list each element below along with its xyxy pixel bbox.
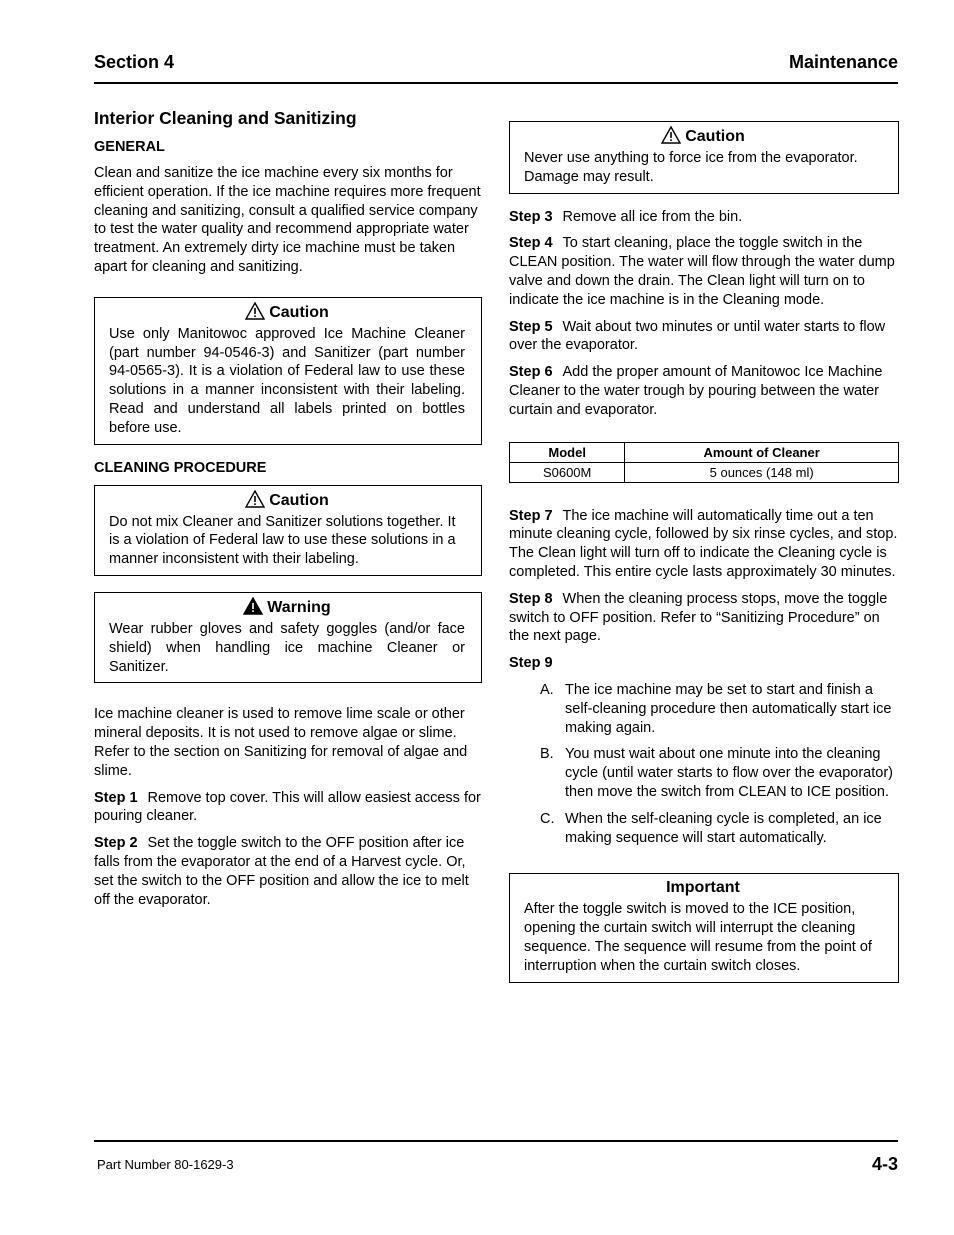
cleaner-paragraph: Ice machine cleaner is used to remove lime scale or other mineral deposits. It is not used to remove algae or slime. Refer to the section on Sanitizing for removal of algae and slime.: [94, 706, 468, 779]
warning-icon: [243, 597, 263, 615]
step-text: Remove all ice from the bin.: [562, 208, 743, 225]
list-letter: A.: [540, 681, 554, 698]
step-5: [509, 318, 899, 356]
step-label: Step 7: [509, 507, 553, 524]
caution-icon: [661, 126, 681, 144]
step-3: [509, 208, 899, 227]
page-footer: [94, 1140, 898, 1180]
important-title: Important: [666, 879, 740, 897]
important-box: [509, 873, 899, 982]
caution-title: Caution: [109, 490, 465, 511]
caution-title: Caution: [524, 126, 882, 147]
list-item: [540, 810, 899, 848]
step-6: [509, 363, 899, 419]
caution-text: Never use anything to force ice from the evaporator. Damage may result.: [524, 150, 858, 185]
caution-text: Do not mix Cleaner and Sanitizer solutions together. It is a violation of Federal law to use these solutions in a manner inconsistent with their labeling.: [109, 513, 456, 568]
step-label: Step 2: [94, 835, 138, 852]
step-label: Step 5: [509, 318, 553, 335]
warning-text: Wear rubber gloves and safety goggles (and/or face shield) when handling ice machine Cleaner or Sanitizer.: [109, 620, 465, 675]
right-column: [509, 121, 899, 995]
caution-text: Use only Manitowoc approved Ice Machine Cleaner (part number 94-0546-3) and Sanitizer (part number 94-0565-3). It is a violation of Federal law to use these solutions in a manner inconsistent with their labeling. Read and understand all labels printed on bottles before use.: [109, 325, 465, 436]
step-text: To start cleaning, place the toggle switch in the CLEAN position. The water will flow through the water dump valve and down the drain. The Clean light will turn on to indicate the ice machine is in the Cleaning mode.: [509, 235, 895, 308]
cleaning-procedure-heading: CLEANING PROCEDURE: [94, 459, 267, 476]
page-title: Interior Cleaning and Sanitizing: [94, 108, 357, 128]
list-letter: C.: [540, 810, 555, 827]
list-text: The ice machine may be set to start and finish a self-cleaning procedure then automatically start ice making again.: [565, 681, 892, 736]
page-number: 4-3: [871, 1154, 898, 1174]
step-text: When the cleaning process stops, move the toggle switch to OFF position. Refer to “Sanitizing Procedure” on the next page.: [509, 590, 888, 645]
table-cell-model: S0600M: [510, 462, 625, 482]
caution-icon: [245, 302, 265, 320]
step-1: [94, 789, 482, 827]
step-9-substeps: [540, 681, 899, 847]
chapter-label: Maintenance: [788, 52, 898, 72]
list-text: You must wait about one minute into the cleaning cycle (until water starts to flow over the evaporator) then move the switch from CLEAN to ICE position.: [565, 746, 893, 800]
step-label: Step 9: [509, 655, 553, 672]
step-text: Set the toggle switch to the OFF position after ice falls from the evaporator at the end of a Harvest cycle. Or, set the switch to the OFF position and allow the ice to melt off the evaporator.: [94, 835, 469, 908]
caution-box-approved-cleaner: [94, 297, 482, 445]
caution-box-no-mix: [94, 485, 482, 576]
part-number: Part Number 80-1629-3: [97, 1157, 234, 1172]
caution-icon: [245, 490, 265, 508]
warning-title: Warning: [109, 597, 465, 618]
list-item: [540, 681, 899, 737]
step-text: Wait about two minutes or until water starts to flow over the evaporator.: [509, 318, 886, 354]
step-label: Step 3: [509, 208, 553, 225]
warning-box: [94, 592, 482, 683]
step-label: Step 1: [94, 789, 138, 806]
step-9: [509, 654, 899, 673]
step-text: The ice machine will automatically time out a ten minute cleaning cycle, followed by six rinse cycles, and stop. The Clean light will turn off to indicate the Cleaning cycle is completed. This entire cycle lasts approximately 30 minutes.: [509, 507, 898, 580]
table-header-model: Model: [510, 442, 625, 462]
step-label: Step 4: [509, 235, 553, 252]
list-item: [540, 745, 899, 801]
step-4: [509, 234, 899, 309]
table-header-row: [510, 442, 899, 462]
section-label: Section 4: [94, 52, 175, 72]
table-header-amount: Amount of Cleaner: [625, 442, 899, 462]
step-2: [94, 834, 482, 909]
step-label: Step 8: [509, 590, 553, 607]
page-header: [94, 50, 898, 84]
caution-title: Caution: [109, 302, 465, 323]
important-text: After the toggle switch is moved to the ICE position, opening the curtain switch will interrupt the cleaning sequence. The sequence will resume from the point of interruption when the curtain switch closes.: [524, 901, 872, 974]
caution-box-force-ice: [509, 121, 899, 194]
step-text: Remove top cover. This will allow easiest access for pouring cleaner.: [94, 789, 481, 825]
table-cell-amount: 5 ounces (148 ml): [625, 462, 899, 482]
general-paragraph: Clean and sanitize the ice machine every six months for efficient operation. If the ice machine requires more frequent cleaning and sanitizing, consult a qualified service company to test the water quality and recommend appropriate water treatment. An extremely dirty ice machine must be taken apart for cleaning and sanitizing.: [94, 165, 481, 275]
table-row: [510, 462, 899, 482]
step-7: [509, 507, 899, 582]
step-text: Add the proper amount of Manitowoc Ice Machine Cleaner to the water trough by pouring between the water curtain and evaporator.: [509, 364, 883, 418]
list-text: When the self-cleaning cycle is completed, an ice making sequence will start automatically.: [565, 810, 882, 846]
step-8: [509, 590, 899, 646]
cleaner-amount-table: [509, 442, 899, 483]
step-label: Step 6: [509, 364, 553, 381]
general-heading: GENERAL: [94, 139, 165, 155]
list-letter: B.: [540, 746, 554, 763]
left-column: [94, 104, 482, 917]
